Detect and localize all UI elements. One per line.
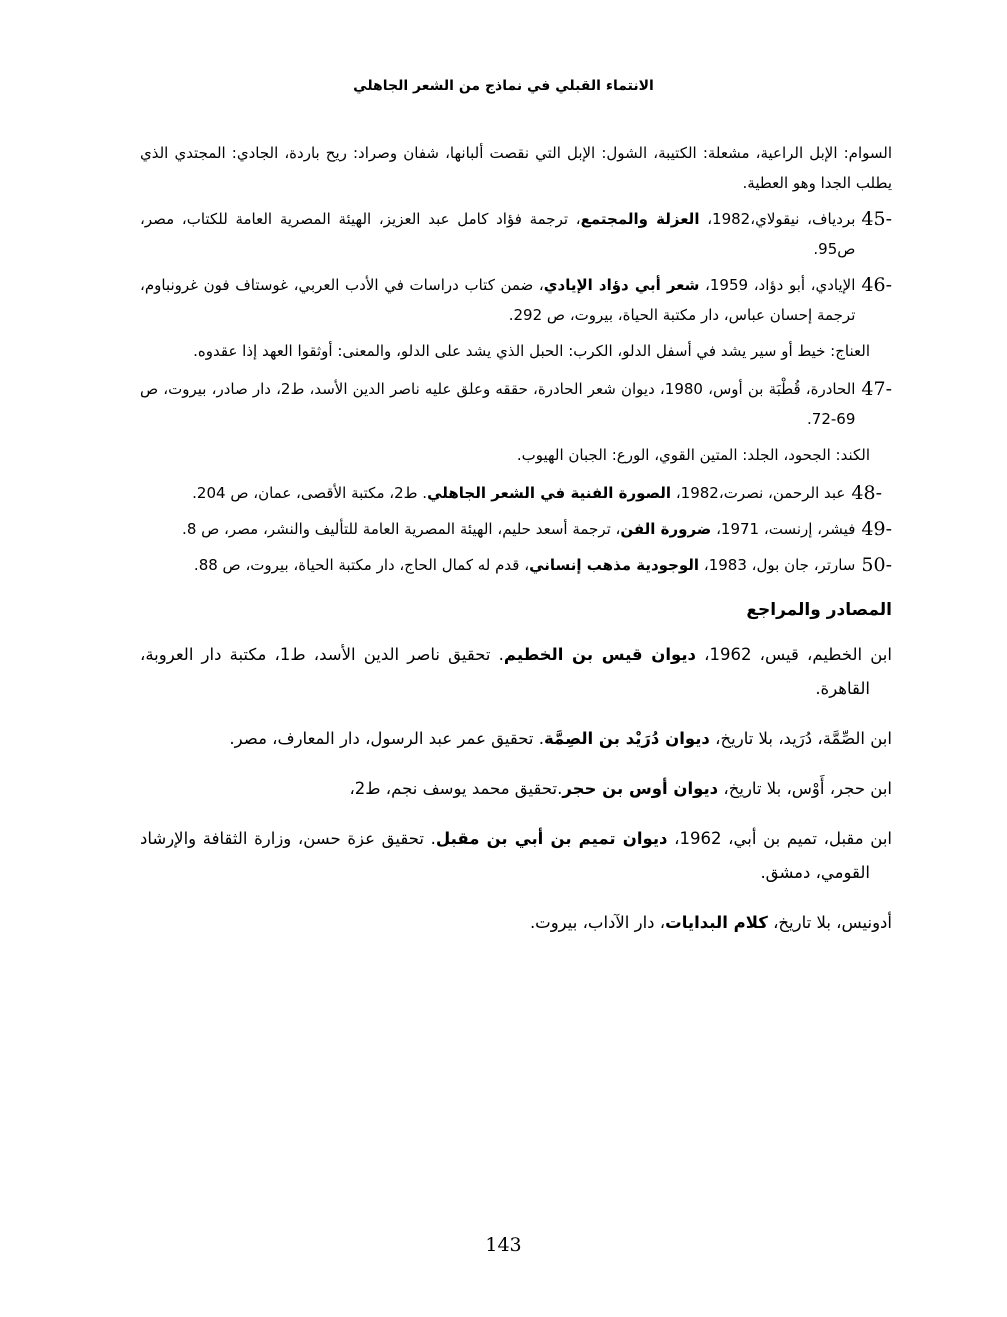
endnote-49	[140, 514, 892, 544]
endnote-number: 48-	[851, 482, 882, 504]
bibliography-entry: ابن الخطيم، قيس، 1962، ديوان قيس بن الخطيم. تحقيق ناصر الدين الأسد، ط1، مكتبة دار العروبة، القاهرة.	[140, 645, 892, 698]
endnote-number: 47-	[861, 378, 892, 400]
book-title: ديوان أوس بن حجر	[562, 779, 719, 798]
running-header: الانتماء القبلي في نماذج من الشعر الجاهلي	[353, 78, 654, 94]
book-title: ديوان تميم بن أبي بن مقبل	[435, 829, 668, 848]
endnote-number: 45-	[861, 208, 892, 230]
endnote-text: سارتر، جان بول، 1983، الوجودية مذهب إنساني، قدم له كمال الحاج، دار مكتبة الحياة، بيروت، ص 88.	[193, 556, 856, 574]
endnote-48	[140, 478, 882, 508]
section-heading: المصادر والمراجع	[746, 600, 892, 620]
endnote-text: بردياف، نيقولاي،1982، العزلة والمجتمع، ترجمة فؤاد كامل عبد العزيز، الهيئة المصرية العامة للكتاب، مصر، ص95.	[140, 210, 856, 258]
endnote-46	[140, 270, 892, 330]
endnote-text: الحادرة، قُطْبَة بن أوس، 1980، ديوان شعر الحادرة، حققه وعلق عليه ناصر الدين الأسد، ط2، دار صادر، بيروت، ص 69-72.	[140, 380, 856, 428]
book-title: كلام البدايات	[665, 913, 768, 932]
bibliography-entry: ابن حجر، أَوْس، بلا تاريخ، ديوان أوس بن حجر.تحقيق محمد يوسف نجم، ط2،	[349, 779, 892, 798]
bibliography-entry: ابن مقبل، تميم بن أبي، 1962، ديوان تميم بن أبي بن مقبل. تحقيق عزة حسن، وزارة الثقافة والإرشاد القومي، دمشق.	[140, 829, 892, 882]
note-gloss: الكند: الجحود، الجلد: المتين القوي، الورع: الجبان الهيوب.	[516, 446, 870, 464]
endnote-45	[140, 204, 892, 264]
endnote-number: 46-	[861, 274, 892, 296]
endnote-47	[140, 374, 892, 434]
endnote-number: 49-	[861, 518, 892, 540]
endnote-number: 50-	[861, 554, 892, 576]
book-title: العزلة والمجتمع	[580, 210, 700, 228]
endnote-text: عبد الرحمن، نصرت،1982، الصورة الفنية في الشعر الجاهلي. ط2، مكتبة الأقصى، عمان، ص 204.	[192, 484, 846, 502]
page-content	[140, 138, 892, 956]
book-title: الصورة الفنية في الشعر الجاهلي	[427, 484, 672, 502]
book-title: ديوان قيس بن الخطيم	[503, 645, 696, 664]
book-title: شعر أبي دؤاد الإيادي	[543, 276, 700, 294]
bibliography-entry: أدونيس، بلا تاريخ، كلام البدايات، دار الآداب، بيروت.	[529, 913, 892, 932]
book-title: ديوان دُرَيْد بن الصِمَّة	[544, 729, 710, 748]
endnote-text: فيشر، إرنست، 1971، ضرورة الفن، ترجمة أسعد حليم، الهيئة المصرية العامة للتأليف والنشر، مصر، ص 8.	[182, 520, 856, 538]
bibliography-entry: ابن الصِّمَّة، دُرَيد، بلا تاريخ، ديوان دُرَيْد بن الصِمَّة. تحقيق عمر عبد الرسول، دار المعارف، مصر.	[229, 729, 892, 748]
page-number: 143	[485, 1234, 522, 1256]
book-title: الوجودية مذهب إنساني	[529, 556, 700, 574]
note-gloss: العناج: خيط أو سير يشد في أسفل الدلو، الكرب: الحبل الذي يشد على الدلو، والمعنى: أوثقوا العهد إذا عقدوه.	[193, 342, 870, 360]
note-gloss: السوام: الإبل الراعية، مشعلة: الكتيبة، الشول: الإبل التي نقصت ألبانها، شفان وصراد: ريح باردة، الجادي: المجتدي الذي يطلب الجدا وهو العطية.	[140, 144, 892, 192]
endnote-50	[140, 550, 892, 580]
book-title: ضرورة الفن	[620, 520, 712, 538]
endnote-text: الإيادي، أبو دؤاد، 1959، شعر أبي دؤاد الإيادي، ضمن كتاب دراسات في الأدب العربي، غوستاف فون غرونباوم، ترجمة إحسان عباس، دار مكتبة الحياة، بيروت، ص 292.	[140, 276, 856, 324]
